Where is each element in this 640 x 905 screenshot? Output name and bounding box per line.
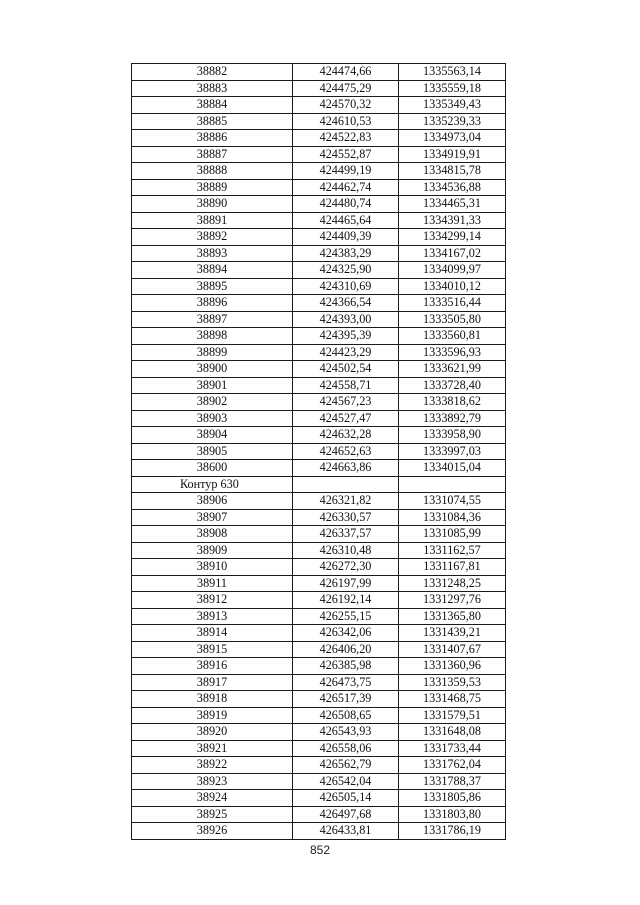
y-coordinate-cell: 1333892,79: [399, 410, 506, 427]
section-label: Контур 630: [132, 476, 293, 493]
table-row: [132, 443, 506, 460]
x-coordinate-cell: 424663,86: [293, 460, 399, 477]
x-coordinate-cell: 426406,20: [293, 641, 399, 658]
point-number-cell: 38600: [132, 460, 293, 477]
table-row: [132, 394, 506, 411]
table-row: [132, 80, 506, 97]
y-coordinate-cell: 1331439,21: [399, 625, 506, 642]
point-number-cell: 38891: [132, 212, 293, 229]
x-coordinate-cell: 426543,93: [293, 724, 399, 741]
point-number-cell: 38909: [132, 542, 293, 559]
table-row: [132, 460, 506, 477]
point-number-cell: 38887: [132, 146, 293, 163]
table-row: [132, 130, 506, 147]
x-coordinate-cell: 426310,48: [293, 542, 399, 559]
point-number-cell: 38922: [132, 757, 293, 774]
y-coordinate-cell: 1331084,36: [399, 509, 506, 526]
x-coordinate-cell: 426517,39: [293, 691, 399, 708]
point-number-cell: 38893: [132, 245, 293, 262]
table-row: [132, 509, 506, 526]
x-coordinate-cell: 424325,90: [293, 262, 399, 279]
table-row: [132, 707, 506, 724]
y-coordinate-cell: 1331762,04: [399, 757, 506, 774]
coordinates-table: [131, 63, 506, 840]
y-coordinate-cell: 1331733,44: [399, 740, 506, 757]
coordinates-table-body: [132, 64, 506, 840]
y-coordinate-cell: 1331788,37: [399, 773, 506, 790]
y-coordinate-cell: 1331786,19: [399, 823, 506, 840]
y-coordinate-cell: 1331407,67: [399, 641, 506, 658]
table-row: [132, 427, 506, 444]
table-row: [132, 212, 506, 229]
y-coordinate-cell: 1333596,93: [399, 344, 506, 361]
table-row: [132, 773, 506, 790]
y-coordinate-cell: 1333997,03: [399, 443, 506, 460]
point-number-cell: 38884: [132, 97, 293, 114]
point-number-cell: 38899: [132, 344, 293, 361]
point-number-cell: 38911: [132, 575, 293, 592]
y-coordinate-cell: 1331359,53: [399, 674, 506, 691]
point-number-cell: 38905: [132, 443, 293, 460]
point-number-cell: 38898: [132, 328, 293, 345]
table-row: [132, 608, 506, 625]
point-number-cell: 38886: [132, 130, 293, 147]
point-number-cell: 38892: [132, 229, 293, 246]
point-number-cell: 38906: [132, 493, 293, 510]
y-coordinate-cell: 1331167,81: [399, 559, 506, 576]
y-coordinate-cell: 1334015,04: [399, 460, 506, 477]
point-number-cell: 38912: [132, 592, 293, 609]
page-number: 852: [309, 843, 331, 857]
point-number-cell: 38907: [132, 509, 293, 526]
table-row: [132, 113, 506, 130]
table-row: [132, 542, 506, 559]
point-number-cell: 38918: [132, 691, 293, 708]
section-header-row: [132, 476, 506, 493]
y-coordinate-cell: 1331579,51: [399, 707, 506, 724]
point-number-cell: 38900: [132, 361, 293, 378]
table-row: [132, 410, 506, 427]
y-coordinate-cell: 1333621,99: [399, 361, 506, 378]
x-coordinate-cell: 424474,66: [293, 64, 399, 81]
table-row: [132, 229, 506, 246]
point-number-cell: 38914: [132, 625, 293, 642]
point-number-cell: 38915: [132, 641, 293, 658]
table-row: [132, 526, 506, 543]
point-number-cell: 38902: [132, 394, 293, 411]
x-coordinate-cell: 426473,75: [293, 674, 399, 691]
point-number-cell: 38913: [132, 608, 293, 625]
empty-cell: [293, 476, 399, 493]
y-coordinate-cell: 1333516,44: [399, 295, 506, 312]
y-coordinate-cell: 1331803,80: [399, 806, 506, 823]
x-coordinate-cell: 424570,32: [293, 97, 399, 114]
x-coordinate-cell: 424652,63: [293, 443, 399, 460]
y-coordinate-cell: 1334536,88: [399, 179, 506, 196]
table-row: [132, 823, 506, 840]
y-coordinate-cell: 1334299,14: [399, 229, 506, 246]
x-coordinate-cell: 426497,68: [293, 806, 399, 823]
x-coordinate-cell: 426197,99: [293, 575, 399, 592]
y-coordinate-cell: 1333818,62: [399, 394, 506, 411]
table-row: [132, 245, 506, 262]
table-row: [132, 691, 506, 708]
point-number-cell: 38901: [132, 377, 293, 394]
x-coordinate-cell: 424499,19: [293, 163, 399, 180]
x-coordinate-cell: 424480,74: [293, 196, 399, 213]
point-number-cell: 38920: [132, 724, 293, 741]
point-number-cell: 38888: [132, 163, 293, 180]
y-coordinate-cell: 1334167,02: [399, 245, 506, 262]
y-coordinate-cell: 1334099,97: [399, 262, 506, 279]
table-row: [132, 262, 506, 279]
x-coordinate-cell: 426330,57: [293, 509, 399, 526]
table-row: [132, 575, 506, 592]
point-number-cell: 38885: [132, 113, 293, 130]
y-coordinate-cell: 1331360,96: [399, 658, 506, 675]
x-coordinate-cell: 426562,79: [293, 757, 399, 774]
table-row: [132, 592, 506, 609]
point-number-cell: 38916: [132, 658, 293, 675]
y-coordinate-cell: 1334010,12: [399, 278, 506, 295]
y-coordinate-cell: 1333728,40: [399, 377, 506, 394]
point-number-cell: 38924: [132, 790, 293, 807]
x-coordinate-cell: 426192,14: [293, 592, 399, 609]
point-number-cell: 38897: [132, 311, 293, 328]
x-coordinate-cell: 424552,87: [293, 146, 399, 163]
table-row: [132, 344, 506, 361]
point-number-cell: 38895: [132, 278, 293, 295]
table-row: [132, 196, 506, 213]
point-number-cell: 38925: [132, 806, 293, 823]
table-row: [132, 179, 506, 196]
y-coordinate-cell: 1334815,78: [399, 163, 506, 180]
x-coordinate-cell: 424393,00: [293, 311, 399, 328]
y-coordinate-cell: 1331365,80: [399, 608, 506, 625]
x-coordinate-cell: 424423,29: [293, 344, 399, 361]
y-coordinate-cell: 1331248,25: [399, 575, 506, 592]
y-coordinate-cell: 1335349,43: [399, 97, 506, 114]
point-number-cell: 38890: [132, 196, 293, 213]
table-row: [132, 295, 506, 312]
y-coordinate-cell: 1331297,76: [399, 592, 506, 609]
y-coordinate-cell: 1334973,04: [399, 130, 506, 147]
x-coordinate-cell: 424610,53: [293, 113, 399, 130]
x-coordinate-cell: 426255,15: [293, 608, 399, 625]
table-row: [132, 361, 506, 378]
point-number-cell: 38894: [132, 262, 293, 279]
x-coordinate-cell: 424462,74: [293, 179, 399, 196]
point-number-cell: 38882: [132, 64, 293, 81]
y-coordinate-cell: 1335239,33: [399, 113, 506, 130]
point-number-cell: 38917: [132, 674, 293, 691]
y-coordinate-cell: 1333505,80: [399, 311, 506, 328]
table-row: [132, 377, 506, 394]
table-row: [132, 146, 506, 163]
point-number-cell: 38921: [132, 740, 293, 757]
x-coordinate-cell: 424522,83: [293, 130, 399, 147]
point-number-cell: 38883: [132, 80, 293, 97]
x-coordinate-cell: 426558,06: [293, 740, 399, 757]
point-number-cell: 38910: [132, 559, 293, 576]
table-row: [132, 806, 506, 823]
y-coordinate-cell: 1333958,90: [399, 427, 506, 444]
x-coordinate-cell: 424632,28: [293, 427, 399, 444]
table-row: [132, 658, 506, 675]
table-row: [132, 64, 506, 81]
table-row: [132, 278, 506, 295]
point-number-cell: 38903: [132, 410, 293, 427]
x-coordinate-cell: 426542,04: [293, 773, 399, 790]
y-coordinate-cell: 1331074,55: [399, 493, 506, 510]
table-row: [132, 757, 506, 774]
table-row: [132, 97, 506, 114]
y-coordinate-cell: 1334391,33: [399, 212, 506, 229]
y-coordinate-cell: 1331468,75: [399, 691, 506, 708]
table-row: [132, 328, 506, 345]
y-coordinate-cell: 1331805,86: [399, 790, 506, 807]
empty-cell: [399, 476, 506, 493]
y-coordinate-cell: 1334465,31: [399, 196, 506, 213]
table-row: [132, 790, 506, 807]
point-number-cell: 38908: [132, 526, 293, 543]
point-number-cell: 38919: [132, 707, 293, 724]
x-coordinate-cell: 424409,39: [293, 229, 399, 246]
point-number-cell: 38896: [132, 295, 293, 312]
x-coordinate-cell: 426342,06: [293, 625, 399, 642]
x-coordinate-cell: 424567,23: [293, 394, 399, 411]
point-number-cell: 38889: [132, 179, 293, 196]
table-row: [132, 311, 506, 328]
x-coordinate-cell: 424502,54: [293, 361, 399, 378]
point-number-cell: 38923: [132, 773, 293, 790]
y-coordinate-cell: 1331162,57: [399, 542, 506, 559]
table-row: [132, 674, 506, 691]
x-coordinate-cell: 424366,54: [293, 295, 399, 312]
table-row: [132, 641, 506, 658]
table-row: [132, 740, 506, 757]
table-row: [132, 724, 506, 741]
x-coordinate-cell: 424395,39: [293, 328, 399, 345]
x-coordinate-cell: 424465,64: [293, 212, 399, 229]
x-coordinate-cell: 426321,82: [293, 493, 399, 510]
table-row: [132, 163, 506, 180]
x-coordinate-cell: 426508,65: [293, 707, 399, 724]
x-coordinate-cell: 426337,57: [293, 526, 399, 543]
y-coordinate-cell: 1331085,99: [399, 526, 506, 543]
y-coordinate-cell: 1333560,81: [399, 328, 506, 345]
x-coordinate-cell: 424383,29: [293, 245, 399, 262]
y-coordinate-cell: 1331648,08: [399, 724, 506, 741]
x-coordinate-cell: 426433,81: [293, 823, 399, 840]
table-row: [132, 625, 506, 642]
point-number-cell: 38926: [132, 823, 293, 840]
x-coordinate-cell: 426505,14: [293, 790, 399, 807]
x-coordinate-cell: 426385,98: [293, 658, 399, 675]
y-coordinate-cell: 1334919,91: [399, 146, 506, 163]
y-coordinate-cell: 1335559,18: [399, 80, 506, 97]
x-coordinate-cell: 424475,29: [293, 80, 399, 97]
x-coordinate-cell: 426272,30: [293, 559, 399, 576]
y-coordinate-cell: 1335563,14: [399, 64, 506, 81]
table-row: [132, 559, 506, 576]
x-coordinate-cell: 424310,69: [293, 278, 399, 295]
point-number-cell: 38904: [132, 427, 293, 444]
x-coordinate-cell: 424558,71: [293, 377, 399, 394]
x-coordinate-cell: 424527,47: [293, 410, 399, 427]
table-row: [132, 493, 506, 510]
